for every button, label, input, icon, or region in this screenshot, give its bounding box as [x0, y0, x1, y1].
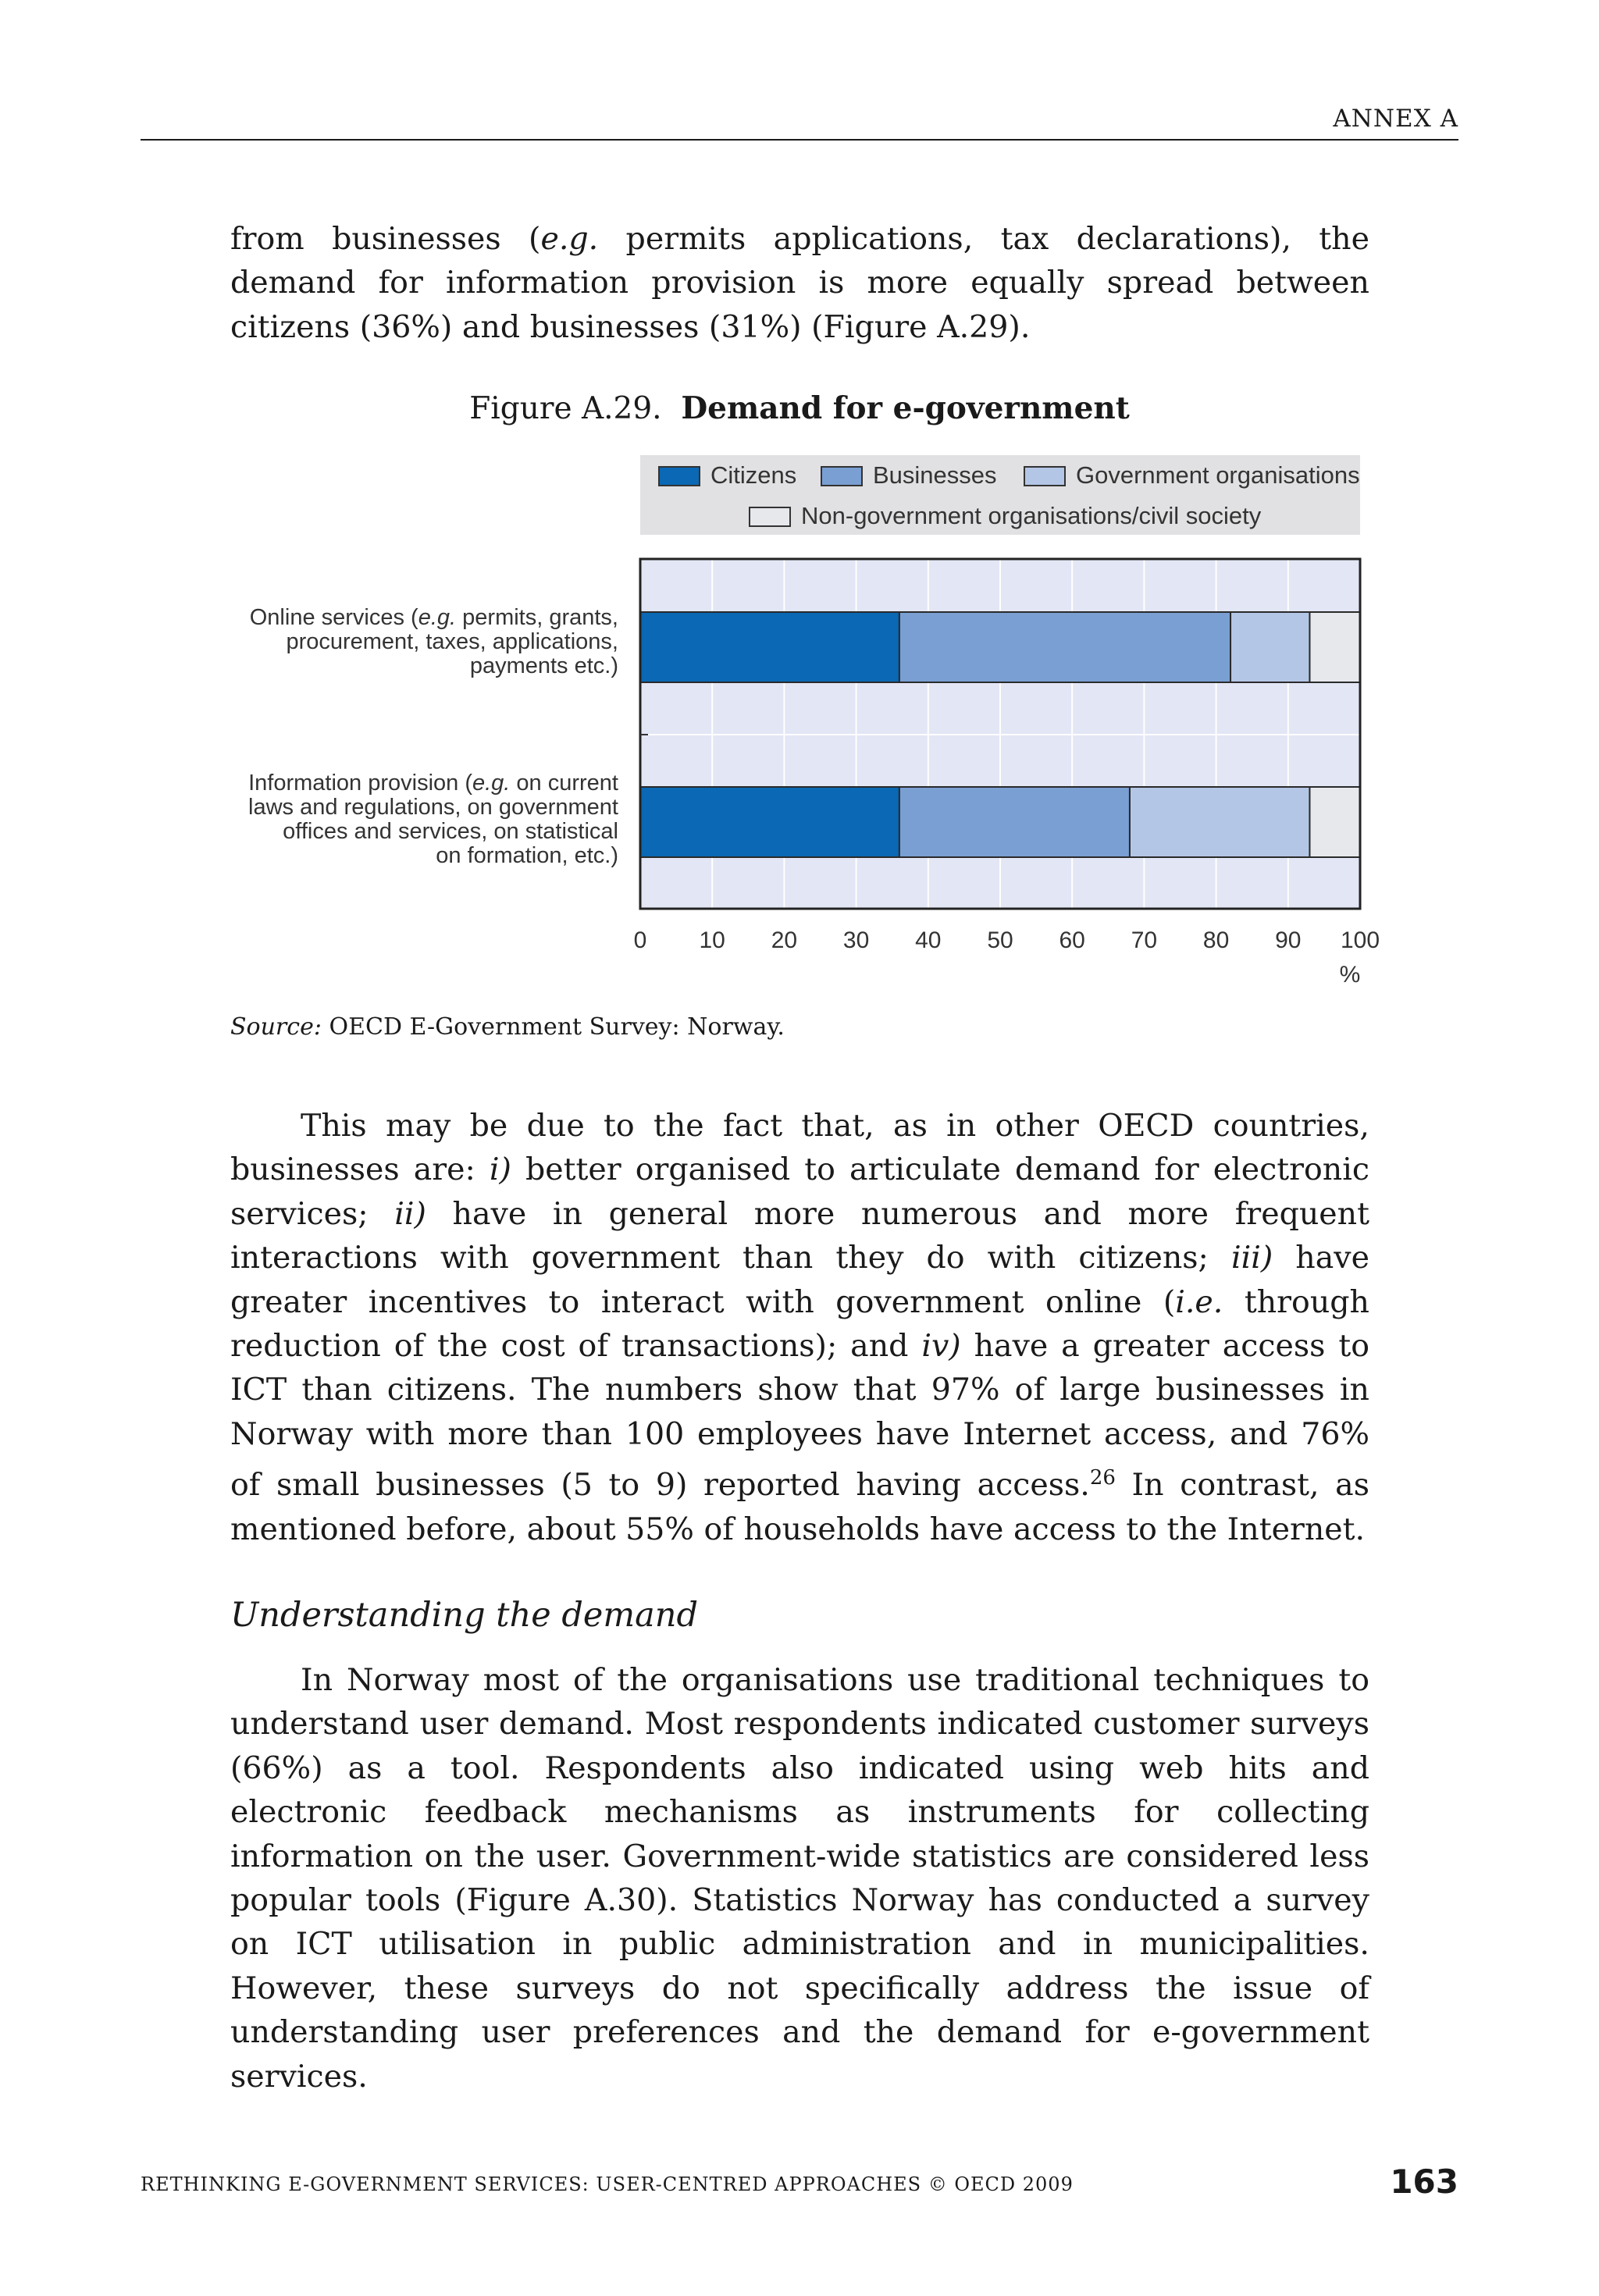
category-label: Information provision (e.g. on current — [248, 771, 618, 796]
ie-abbrev: i.e. — [1175, 1283, 1223, 1320]
x-tick-label: 70 — [1131, 927, 1158, 953]
intro-text-1: from businesses ( — [230, 221, 541, 257]
section-subheading: Understanding the demand — [230, 1596, 698, 1635]
x-tick-label: 90 — [1275, 927, 1302, 953]
page-number: 163 — [1390, 2163, 1458, 2201]
body-text: In contrast, as mentioned before, about 55% of households have access to the Internet. — [230, 1467, 1369, 1547]
legend-swatch — [821, 467, 862, 486]
bar-segment — [1309, 787, 1360, 857]
legend-label: Citizens — [710, 461, 797, 489]
body-text: have in general more numerous and more frequent interactions with government than they do with citizens; — [230, 1195, 1369, 1276]
chart-category-labels — [248, 605, 618, 868]
category-label: procurement, taxes, applications, — [286, 629, 618, 654]
x-tick-label: 10 — [699, 927, 725, 953]
legend-label: Non-government organisations/civil society — [801, 502, 1262, 529]
chart-x-axis — [634, 927, 1380, 988]
bar-segment — [640, 612, 899, 682]
bar-segment — [1230, 612, 1309, 682]
chart-legend — [640, 455, 1360, 535]
category-label: laws and regulations, on government — [248, 795, 618, 820]
category-label: payments etc.) — [469, 653, 618, 678]
x-tick-label: 0 — [633, 927, 647, 953]
enum-iv: iv) — [921, 1328, 961, 1365]
legend-label: Government organisations — [1076, 461, 1360, 489]
body-text: In Norway most of the organisations use traditional techniques to understand user demand. Most respondents indicated customer surveys (66%) as a tool. Respondents also indicated using web hits and electronic feedback mechanisms as instruments for collecting information on the user. Government-wide statistics are considered less popular tools (Figure A.30). Statistics Norway has conducted a survey on ICT utilisation in public administration and in municipalities. However, these surveys do not specifically address the issue of understanding user preferences and the demand for e-government services. — [230, 1662, 1369, 2095]
body-text: have greater incentives to interact with government online ( — [230, 1240, 1369, 1320]
x-tick-label: 30 — [842, 927, 870, 953]
bar-segment — [899, 787, 1130, 857]
category-label: offices and services, on statistical — [283, 819, 618, 844]
running-header: ANNEX A — [1333, 105, 1458, 133]
x-tick-label: 60 — [1059, 927, 1085, 953]
legend-label: Businesses — [873, 461, 997, 489]
intro-text-2: permits applications, tax declarations), the demand for information provision is more equally spread between citizens (36%) and businesses (31%) (Figure A.29). — [230, 221, 1369, 345]
body-text: This may be due to the fact that, as in other OECD countries, businesses are: — [230, 1108, 1369, 1188]
source-label: Source: — [230, 1013, 322, 1041]
figure-source — [230, 1013, 785, 1041]
enum-ii: ii) — [394, 1195, 426, 1232]
x-tick-label: 100 — [1340, 927, 1380, 953]
bar-segment — [899, 612, 1230, 682]
source-text: OECD E-Government Survey: Norway. — [321, 1013, 785, 1041]
enum-i: i) — [489, 1152, 511, 1188]
intro-eg: e.g. — [540, 221, 599, 257]
bar-segment — [1130, 787, 1310, 857]
bar-segment — [640, 787, 899, 857]
legend-swatch — [1024, 467, 1065, 486]
enum-iii: iii) — [1230, 1240, 1273, 1276]
footnote-ref: 26 — [1089, 1466, 1116, 1490]
category-label: on formation, etc.) — [436, 843, 618, 868]
body-text: have a greater access to ICT than citizens. The numbers show that 97% of large businesses in Norway with more than 100 employees have Internet access, and 76% of small businesses (5 to 9) reported having access. — [230, 1328, 1369, 1504]
x-tick-label: 80 — [1202, 927, 1230, 953]
legend-swatch — [750, 507, 790, 526]
body-text: through reduction of the cost of transactions); and — [230, 1283, 1369, 1365]
body-paragraph-2 — [230, 1658, 1369, 2098]
footer-text: RETHINKING E-GOVERNMENT SERVICES: USER-CENTRED APPROACHES © OECD 2009 — [141, 2173, 1074, 2195]
stacked-bar-chart — [0, 0, 1599, 1015]
body-paragraph-1 — [230, 1104, 1369, 1551]
figure-caption: Demand for e-government — [681, 390, 1130, 426]
x-axis-unit: % — [1339, 962, 1361, 988]
x-tick-label: 40 — [915, 927, 942, 953]
category-label: Online services (e.g. permits, grants, — [249, 605, 618, 630]
x-tick-label: 20 — [771, 927, 798, 953]
x-tick-label: 50 — [987, 927, 1013, 953]
bar-segment — [1309, 612, 1360, 682]
legend-swatch — [659, 467, 700, 486]
body-text: better organised to articulate demand for electronic services; — [230, 1152, 1369, 1232]
figure-number: Figure A.29. — [469, 391, 662, 426]
chart-plot-area — [640, 559, 1360, 909]
